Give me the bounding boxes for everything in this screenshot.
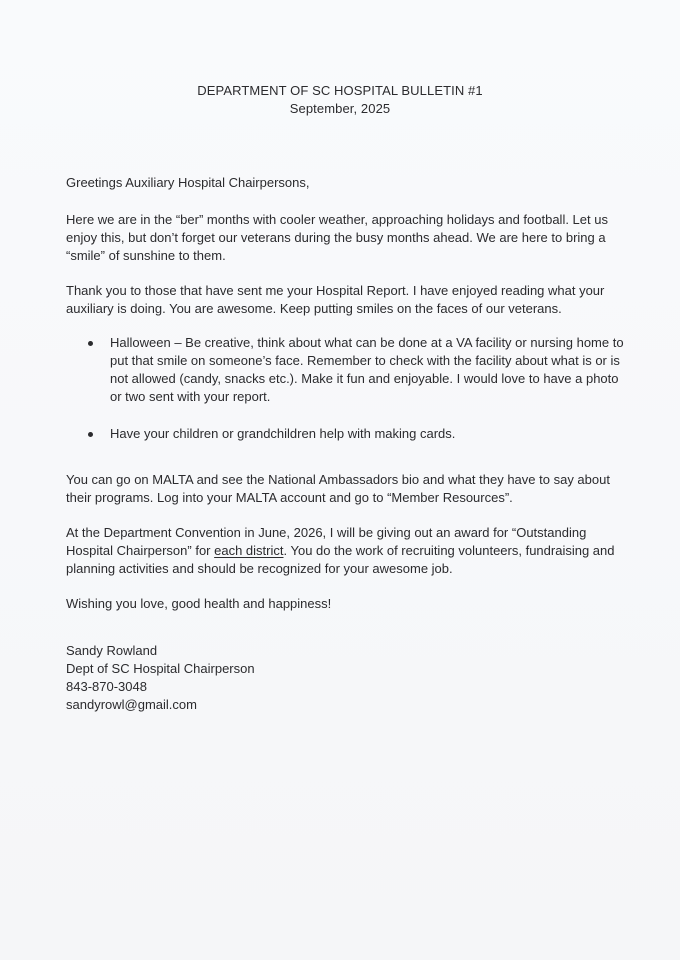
award-text-after: . You do the work of recruiting volunteers, fundraising and planning activities and should be recognized for your awesome job. (66, 543, 615, 576)
signature-block (66, 642, 632, 714)
bullet-text-cards: Have your children or grandchildren help with making cards. (110, 426, 456, 441)
bullet-dot-icon (88, 341, 93, 346)
bullet-list (66, 334, 632, 443)
bulletin-header (0, 82, 680, 118)
signature-name: Sandy Rowland (66, 643, 158, 658)
list-item (66, 425, 632, 443)
bullet-text-halloween: Halloween – Be creative, think about what can be done at a VA facility or nursing home to put that smile on someone’s face. Remember to check with the facility about what is or is not allowed (candy, snacks etc.). Make it fun and enjoyable. I would love to have a photo or two sent with your report. (110, 335, 624, 404)
letter-body (66, 174, 632, 714)
bulletin-date: September, 2025 (289, 101, 391, 116)
signature-phone: 843-870-3048 (66, 679, 147, 694)
bulletin-title: DEPARTMENT OF SC HOSPITAL BULLETIN #1 (197, 83, 483, 98)
signature-email: sandyrowl@gmail.com (66, 697, 197, 712)
bullet-dot-icon (88, 432, 93, 437)
paragraph-malta: You can go on MALTA and see the National Ambassadors bio and what they have to say about their programs. Log into your MALTA account and go to “Member Resources”. (66, 472, 610, 505)
award-text-before: At the Department Convention in June, 2026, I will be giving out an award for “Outstanding Hospital Chairperson” for (66, 525, 587, 558)
list-item (66, 334, 632, 406)
closing-line: Wishing you love, good health and happiness! (66, 596, 332, 611)
paragraph-ber-months: Here we are in the “ber” months with cooler weather, approaching holidays and football. Let us enjoy this, but don’t forget our veterans during the busy months ahead. We are here to bring a “smile” of sunshine to them. (66, 212, 608, 263)
award-text-underlined: each district (214, 543, 284, 558)
paragraph-thank-you: Thank you to those that have sent me your Hospital Report. I have enjoyed reading what your auxiliary is doing. You are awesome. Keep putting smiles on the faces of our veterans. (66, 283, 605, 316)
signature-title: Dept of SC Hospital Chairperson (66, 661, 255, 676)
greeting-line: Greetings Auxiliary Hospital Chairpersons, (66, 175, 310, 190)
paragraph-award (66, 524, 632, 578)
